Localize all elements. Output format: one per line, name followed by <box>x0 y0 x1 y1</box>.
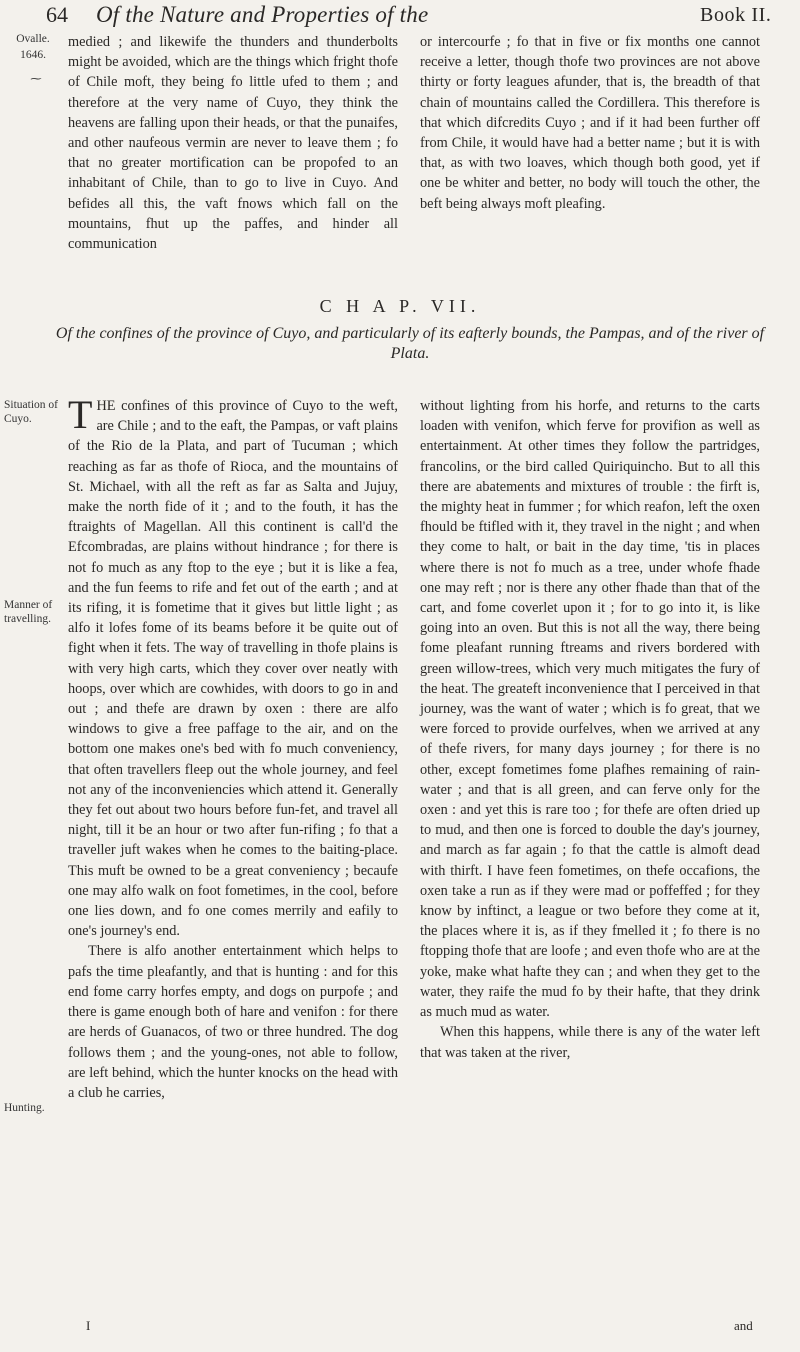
chapter-title: C H A P. VII. <box>319 296 481 316</box>
signature-mark: I <box>86 1318 91 1333</box>
intro-right-text: or intercourfe ; fo that in five or fix months one cannot receive a letter, though thofe two provinces are not above thirty or forty leagues afunder, that is, the breadth of that chain of mountains called the Cordillera. This therefore is that which difcredits Cuyo ; and if it had been further off from Chile, it would have had a better name ; but it is with that, as with two loaves, which though both good, yet if one be whiter and better, no body will touch the other, the beft being always moft pleafing. <box>420 34 760 212</box>
intro-left-column <box>68 32 398 254</box>
margin-note-manner: Manner of travelling. <box>4 599 53 625</box>
body-left-paragraph-1 <box>68 392 398 941</box>
catchword: and <box>734 1318 753 1333</box>
page-number: 64 <box>46 2 68 27</box>
running-title: Of the Nature and Properties of the <box>96 2 429 27</box>
body-left-text-1: HE confines of this province of Cuyo to the weft, are Chile ; and to the eaft, the Pampas, or vaft plains of the Rio de la Plata, and part of Tucuman ; which reaching as far as thofe of Rioca, and the mountains of St. Michael, with all the reft as far as Salta and Jujuy, make the north fide of it ; and to the fouth, it has the ftraights of Magellan. All this continent is call'd the Efcombradas, are plains without hindrance ; for there is not fo much as any ftop to the eye ; but it is like a fea, and the fun feems to rife and fet out of the earth ; and at its rifing, it is fometime that it gives but little light ; as alfo it lofes fome of its beams before it be quite out of fight when it fets. The way of travelling in thofe plains is with very high carts, which they cover over neatly with hoops, over which are cowhides, with doors to go in and out ; and thefe are drawn by oxen : there are alfo windows to give a free paffage to the air, and on the bottom one makes one's bed with fo much conveniency, that often travellers fleep out the whole journey, and feel not any of the inconveniencies which attend it. Generally they fet out about two hours before fun-fet, and travel all night, till it be an hour or two after fun-rifing ; fo that a traveller juft wakes when he comes to the baiting-place. This muft be owned to be a great conveniency ; becaufe one may alfo walk on foot fometimes, in the cool, before one lies down, and fo one comes merrily and eafily to one's journey's end. <box>68 398 398 940</box>
book-label: Book II. <box>700 4 772 26</box>
body-left-column <box>68 392 398 1103</box>
intro-right-column <box>420 32 760 214</box>
margin-note-situation: Situation of Cuyo. <box>4 399 58 425</box>
chapter-subtitle: Of the confines of the province of Cuyo, and particularly of its eafterly bounds, the Pampas, and of the river of Plata. <box>55 325 765 362</box>
margin-note-hunting: Hunting. <box>4 1102 45 1114</box>
body-left-paragraph-2: There is alfo another entertainment which helps to pafs the time pleafantly, and that is hunting : and for this end fome carry horfes empty, and dogs on purpofe ; and there is game enough both of hare and venifon : for there are herds of Guanacos, of two or three hundred. The dog follows them ; and the young-ones, not able to follow, are left behind, which the hunter knocks on the head with a club he carries, <box>68 943 398 1101</box>
margin-note-year: 1646. <box>20 49 46 61</box>
body-right-paragraph-2: When this happens, while there is any of the water left that was taken at the river, <box>420 1024 760 1061</box>
body-right-paragraph-1: without lighting from his horfe, and returns to the carts loaden with venifon, which ferve for provifion as well as entertainment. At other times they follow the partridges, francolins, or the bird called Quiriquincho. But to all this there are abatements and mixtures of trouble : the firft is, the mighty heat in fummer ; for which reafon, left the oxen fhould be ftifled with it, they travel in the night ; and when they come to halt, or bait in the day time, 'tis in places where there is not fo much as a tree, under whofe fhade one may reft ; nor is there any other fhade than that of the cart, and fome coverlet upon it ; for to go into it, is like going into an oven. But this is not all the way, there being fome pleafant running ftreams and rivers bordered with green willow-trees, which very much mitigates the fury of the heat. The greateft inconvenience that I perceived in that journey, was the want of water ; which is fo great, that we were forced to provide ourfelves, when we arrived at any of thefe rivers, for many days journey ; for there is no other, except fometimes fome plafhes remaining of rain-water ; and that is all green, and can ferve only for the oxen : and yet this is rare too ; for thefe are often dried up to mud, and then one is forced to double the day's journey, and march as far again ; fo that the cattle is almoft dead with thirft. I have feen fometimes, on thefe occafions, the oxen take a run as if they were mad or poffeffed ; for they know by inftinct, a league or two before they come at it, the places where it is, as if they fmelled it ; fo there is no ftopping thofe that are loofe ; and even thofe who are at the yoke, make what hafte they can ; and when they get to the water, they raife the mud fo by their hafte, that they drink as much mud as water. <box>420 398 760 1021</box>
drop-cap: T <box>68 392 93 437</box>
margin-note-author: Ovalle. <box>16 33 50 45</box>
ornament-mark: ⁓ <box>30 73 42 85</box>
body-right-column <box>420 396 760 1063</box>
intro-left-text: medied ; and likewife the thunders and thunderbolts might be avoided, which are the things which fright thofe of Chile moft, they being fo little ufed to them ; and therefore at the very name of Cuyo, they think the heavens are falling upon their heads, or that the punaifes, and other naufeous vermin are never to leave them ; fo that no greater mortification can be propofed to an inhabitant of Chile, than to go to live in Cuyo. And befides all this, the vaft fnows which fall on the mountains, fhut up the paffes, and hinder all communication <box>68 34 398 253</box>
